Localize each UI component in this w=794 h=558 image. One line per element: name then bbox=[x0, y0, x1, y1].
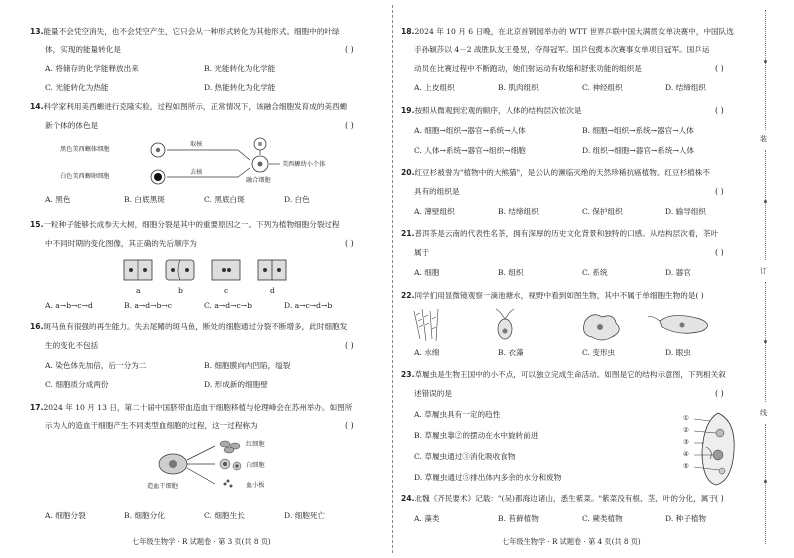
q20-line2: 具有的组织是 bbox=[414, 187, 460, 196]
binding-line-top bbox=[765, 10, 767, 130]
q19-option-b[interactable]: B. 细胞→组织→系统→器官→人体 bbox=[582, 126, 694, 135]
q21-option-a[interactable]: A. 细胞 bbox=[414, 268, 440, 277]
q19-line1: 19.按照从微观到宏观的顺序，人体的结构层次依次是 bbox=[401, 106, 582, 115]
q21-option-d[interactable]: D. 器官 bbox=[665, 268, 691, 277]
q15-option-b[interactable]: B. a→d→b→c bbox=[124, 301, 172, 310]
q24-option-a[interactable]: A. 藻类 bbox=[414, 514, 440, 523]
q14-label-white: 白色美西螈卵细胞 bbox=[60, 173, 110, 180]
q23-line1: 23.草履虫是生物王国中的小不点，可以独立完成生命活动。如图是它的结构示意图，下列相关叙 bbox=[401, 370, 726, 379]
q22-option-a[interactable]: A. 水绵 bbox=[414, 348, 440, 357]
q16-option-a[interactable]: A. 染色体先加倍，后一分为二 bbox=[45, 361, 147, 370]
q22-diagram-svg bbox=[410, 305, 740, 345]
binding-dot bbox=[764, 200, 767, 203]
q23-part-2: ② bbox=[683, 426, 689, 434]
q13-answer-bracket[interactable]: ( ) bbox=[345, 45, 354, 54]
q14-option-d[interactable]: D. 白色 bbox=[284, 195, 310, 204]
q24-option-d[interactable]: D. 种子植物 bbox=[665, 514, 707, 523]
q14-label-remove-nucleus: 去核 bbox=[190, 169, 203, 176]
q20-option-b[interactable]: B. 结缔组织 bbox=[498, 207, 539, 216]
q18-option-c[interactable]: C. 神经组织 bbox=[582, 83, 623, 92]
q17-answer-bracket[interactable]: ( ) bbox=[345, 421, 354, 430]
q17-line1: 17.2024 年 10 月 13 日，第二十届中国脐带血造血干细胞移植与伦理峰会在苏州举办。如图所 bbox=[30, 403, 353, 412]
q15-label-d: d bbox=[270, 286, 275, 295]
binding-dot bbox=[764, 340, 767, 343]
q17-option-b[interactable]: B. 细胞分化 bbox=[124, 511, 165, 520]
white-egg-nucleus bbox=[154, 173, 162, 181]
q21-line1: 21.普洱茶是云南的代表性名茶，拥有深厚的历史文化背景和独特的口感。从结构层次看，茶叶 bbox=[401, 229, 719, 238]
q14-label-take-nucleus: 取核 bbox=[190, 141, 203, 148]
q13-line2: 体，实现的能量转化是 bbox=[45, 45, 121, 54]
binding-char-2: 订 bbox=[760, 267, 767, 275]
q21-option-c[interactable]: C. 系统 bbox=[582, 268, 608, 277]
q17-label-red: 红细胞 bbox=[246, 441, 265, 448]
binding-char-3: 线 bbox=[760, 409, 767, 417]
q17-option-d[interactable]: D. 细胞死亡 bbox=[284, 511, 326, 520]
page-divider bbox=[392, 5, 394, 553]
q15-option-c[interactable]: C. a→d→c→b bbox=[204, 301, 252, 310]
q20-line1: 20.红豆杉被誉为"植物中的大熊猫"，是公认的濒临灭绝的天然珍稀抗癌植物。红豆杉植株不 bbox=[401, 168, 710, 177]
binding-dot bbox=[764, 60, 767, 63]
q20-option-d[interactable]: D. 输导组织 bbox=[665, 207, 707, 216]
q23-option-c[interactable]: C. 草履虫通过③消化吸收食物 bbox=[414, 452, 516, 461]
q18-option-d[interactable]: D. 结缔组织 bbox=[665, 83, 707, 92]
q14-line2: 新个体的体色是 bbox=[45, 121, 99, 130]
euglena-image bbox=[648, 315, 708, 333]
q23-option-a[interactable]: A. 草履虫具有一定的趋性 bbox=[414, 410, 501, 419]
q22-option-b[interactable]: B. 衣藻 bbox=[498, 348, 524, 357]
binding-line-bottom bbox=[765, 424, 767, 544]
q17-label-white: 白细胞 bbox=[246, 462, 265, 469]
q15-diagram-svg bbox=[120, 256, 290, 286]
left-page-footer: 七年级生物学 · R 试题卷 · 第 3 页(共 8 页) bbox=[132, 537, 271, 546]
q13-option-a[interactable]: A. 将储存的化学能释放出来 bbox=[45, 64, 139, 73]
q19-option-a[interactable]: A. 细胞→组织→器官→系统→人体 bbox=[414, 126, 526, 135]
q16-option-c[interactable]: C. 细胞质分成两份 bbox=[45, 380, 109, 389]
q22-option-c[interactable]: C. 变形虫 bbox=[582, 348, 616, 357]
q18-option-a[interactable]: A. 上皮组织 bbox=[414, 83, 455, 92]
q14-line1: 14.科学家利用美西螈进行克隆实验，过程如图所示，正常情况下，该融合细胞发育成的美西螈 bbox=[30, 102, 348, 111]
q14-label-embryo: 美西螈幼小个体 bbox=[282, 161, 326, 168]
q15-label-c: c bbox=[224, 286, 229, 295]
spirogyra-image bbox=[414, 309, 438, 341]
q14-clone-diagram bbox=[60, 136, 350, 188]
q16-option-d[interactable]: D. 形成新的细胞壁 bbox=[204, 380, 268, 389]
paramecium-body bbox=[702, 413, 734, 485]
q17-label-stem: 造血干细胞 bbox=[147, 483, 178, 490]
q23-option-d[interactable]: D. 草履虫通过⑤排出体内多余的水分和废物 bbox=[414, 473, 562, 482]
binding-dot bbox=[764, 480, 767, 483]
q20-option-c[interactable]: C. 保护组织 bbox=[582, 207, 623, 216]
q21-line2: 属于 bbox=[414, 248, 430, 257]
q14-option-b[interactable]: B. 白底黑斑 bbox=[124, 195, 165, 204]
binding-char-1: 装 bbox=[760, 135, 767, 143]
q23-answer-bracket[interactable]: ( ) bbox=[715, 389, 724, 398]
binding-line-mid1 bbox=[765, 150, 767, 260]
q24-line1: 24.北魏《齐民要术》记载："(吴)都海边诸山，悉生紫菜。"紫菜没有根、茎、叶的分化，属于 bbox=[401, 494, 716, 503]
q18-answer-bracket[interactable]: ( ) bbox=[715, 64, 724, 73]
q13-option-b[interactable]: B. 光能转化为化学能 bbox=[204, 64, 276, 73]
q14-option-a[interactable]: A. 黑色 bbox=[45, 195, 71, 204]
q18-line1: 18.2024 年 10 月 6 日晚，在北京首钢园举办的 WTT 世界乒联中国大满贯女单决赛中，中国队选 bbox=[401, 27, 734, 36]
q18-line2: 手孙颖莎以 4－2 战胜队友王曼昱，夺得冠军。国乒包揽本次赛事女单项目冠军。国乒运 bbox=[414, 45, 710, 54]
q23-part-4: ④ bbox=[683, 450, 689, 458]
q15-label-a: a bbox=[136, 286, 141, 295]
q15-line2: 中不同时期的变化图像，其正确的先后顺序为 bbox=[45, 239, 197, 248]
q14-label-fused: 融合细胞 bbox=[246, 177, 271, 184]
right-page-footer: 七年级生物学 · R 试题卷 · 第 4 页(共 8 页) bbox=[502, 537, 641, 546]
q18-option-b[interactable]: B. 肌肉组织 bbox=[498, 83, 539, 92]
q16-line1: 16.斑马鱼有很强的再生能力。失去尾鳍的斑马鱼，断处的细胞通过分裂不断增多，此时细胞发 bbox=[30, 322, 348, 331]
q13-option-d[interactable]: D. 热能转化为化学能 bbox=[204, 83, 276, 92]
q16-line2: 生的变化不包括 bbox=[45, 341, 99, 350]
q15-label-b: b bbox=[178, 286, 183, 295]
q14-answer-bracket[interactable]: ( ) bbox=[345, 121, 354, 130]
black-cell-nucleus bbox=[156, 148, 160, 152]
q20-option-a[interactable]: A. 薄壁组织 bbox=[414, 207, 455, 216]
q23-option-b[interactable]: B. 草履虫靠②的摆动在水中旋转前进 bbox=[414, 431, 539, 440]
q15-option-d[interactable]: D. a→c→d→b bbox=[284, 301, 333, 310]
q22-option-d[interactable]: D. 眼虫 bbox=[665, 348, 691, 357]
q15-answer-bracket[interactable]: ( ) bbox=[345, 239, 354, 248]
q15-line1: 15.一粒种子能够长成参天大树，细胞分裂是其中的重要原因之一。下列为植物细胞分裂过程 bbox=[30, 220, 340, 229]
q23-paramecium-diagram bbox=[680, 407, 752, 489]
amoeba-image bbox=[584, 315, 620, 340]
q23-part-1: ① bbox=[683, 414, 689, 422]
q13-line1: 13.能量不会凭空消失，也不会凭空产生，它只会从一种形式转化为其他形式。细胞中的叶绿 bbox=[30, 27, 340, 36]
q17-blood-cell-diagram bbox=[145, 436, 295, 500]
q23-part-3: ③ bbox=[683, 438, 689, 446]
q19-answer-bracket[interactable]: ( ) bbox=[715, 106, 724, 115]
q24-answer-bracket[interactable]: ( ) bbox=[715, 494, 724, 503]
chlamydomonas-image bbox=[496, 309, 514, 339]
q24-option-b[interactable]: B. 苔藓植物 bbox=[498, 514, 539, 523]
q17-option-a[interactable]: A. 细胞分裂 bbox=[45, 511, 86, 520]
q19-option-c[interactable]: C. 人体→系统→器官→组织→细胞 bbox=[414, 146, 526, 155]
q19-option-d[interactable]: D. 组织→细胞→器官→系统→人体 bbox=[582, 146, 695, 155]
q15-option-a[interactable]: A. a→b→c→d bbox=[45, 301, 93, 310]
q21-option-b[interactable]: B. 组织 bbox=[498, 268, 524, 277]
q21-answer-bracket[interactable]: ( ) bbox=[715, 248, 724, 257]
q14-option-c[interactable]: C. 黑底白斑 bbox=[204, 195, 245, 204]
q15-cell-division-diagram bbox=[120, 256, 290, 296]
q23-part-5: ⑤ bbox=[683, 462, 689, 470]
q17-line2: 示为人的造血干细胞产生不同类型血细胞的过程，这一过程称为 bbox=[45, 421, 258, 430]
q17-option-c[interactable]: C. 细胞生长 bbox=[204, 511, 245, 520]
q23-line2: 述错误的是 bbox=[414, 389, 452, 398]
q24-option-c[interactable]: C. 蕨类植物 bbox=[582, 514, 623, 523]
q22-organism-images bbox=[410, 305, 740, 345]
q17-label-platelet: 血小板 bbox=[246, 482, 265, 489]
q18-line3: 动员在比赛过程中不断跑动，她们射运动有收缩和舒张功能的组织是 bbox=[414, 64, 642, 73]
q16-answer-bracket[interactable]: ( ) bbox=[345, 341, 354, 350]
q22-line1: 22.同学们用显微镜观察一滴池塘水，视野中看到如图生物，其中不属于单细胞生物的是( ) bbox=[401, 291, 704, 300]
q20-answer-bracket[interactable]: ( ) bbox=[715, 187, 724, 196]
q23-diagram-svg bbox=[680, 407, 752, 489]
q13-option-c[interactable]: C. 光能转化为热能 bbox=[45, 83, 109, 92]
q16-option-b[interactable]: B. 细胞膜向内凹陷，缢裂 bbox=[204, 361, 291, 370]
q14-label-black: 黑色美西螈体细胞 bbox=[60, 146, 110, 153]
